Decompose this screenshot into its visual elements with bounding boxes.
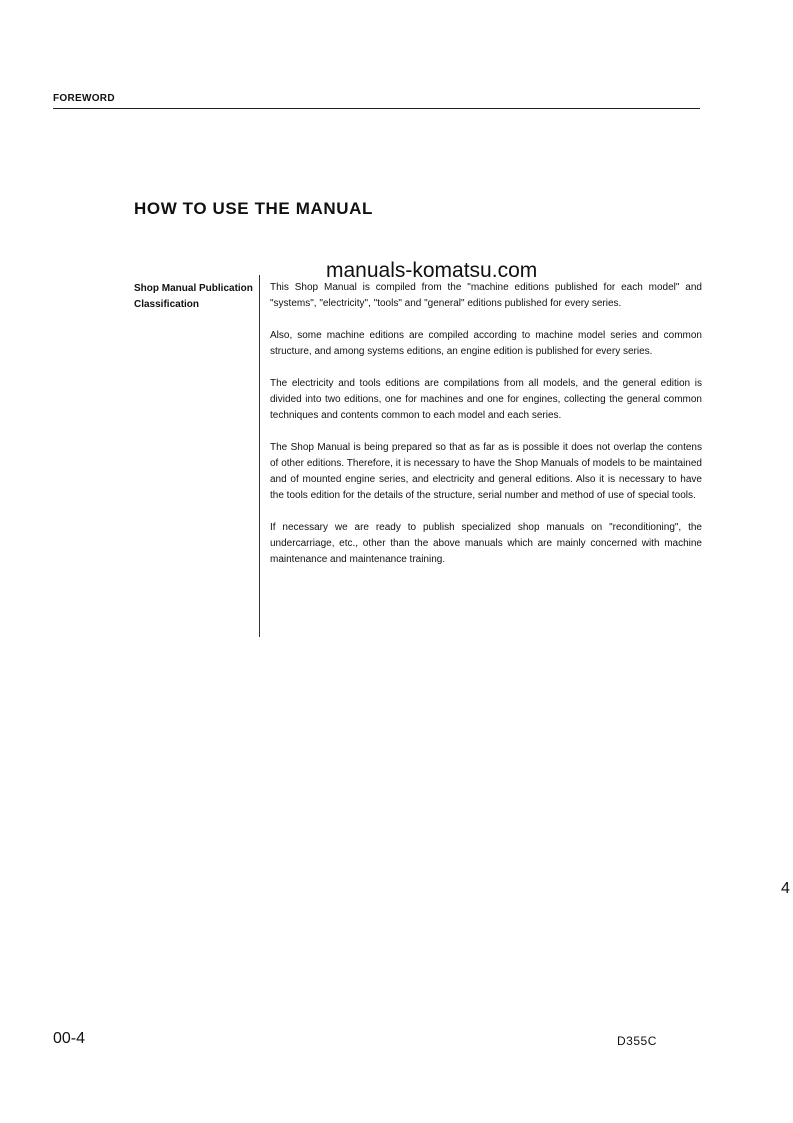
model-code: D355C [617, 1034, 657, 1048]
vertical-divider [259, 275, 260, 637]
section-header: FOREWORD [53, 93, 115, 104]
paragraph: If necessary we are ready to publish specialized shop manuals on "reconditioning", the undercarriage, etc., other than the above manuals which are mainly concerned with machine maintenance and maintenance training. [270, 522, 702, 565]
sidebar-label: Shop Manual Publication Classification [134, 283, 253, 310]
paragraph: The Shop Manual is being prepared so that as far as is possible it does not overlap the contens of other editions. Therefore, it is necessary to have the Shop Manuals of models to be maintained and of mounted engine series, and electricity and general editions. Also it is necessary to have the tools edition for the details of the structure, serial number and method of use of special tools. [270, 442, 702, 501]
page-number: 00-4 [53, 1030, 86, 1047]
header-divider [53, 108, 700, 109]
paragraph: This Shop Manual is compiled from the "machine editions published for each model" and "systems", "electricity", "tools" and "general" editions published for every series. [270, 282, 702, 309]
paragraph: Also, some machine editions are compiled according to machine model series and common structure, and among systems editions, an engine edition is published for every series. [270, 330, 702, 357]
paragraph: The electricity and tools editions are compilations from all models, and the general edition is divided into two editions, one for machines and one for engines, collecting the general common techniques and contents common to each model and each series. [270, 378, 702, 421]
watermark: manuals-komatsu.com [326, 259, 538, 282]
body-text [270, 280, 702, 584]
page-title: HOW TO USE THE MANUAL [134, 199, 373, 218]
revision-mark: 4 [781, 880, 790, 897]
